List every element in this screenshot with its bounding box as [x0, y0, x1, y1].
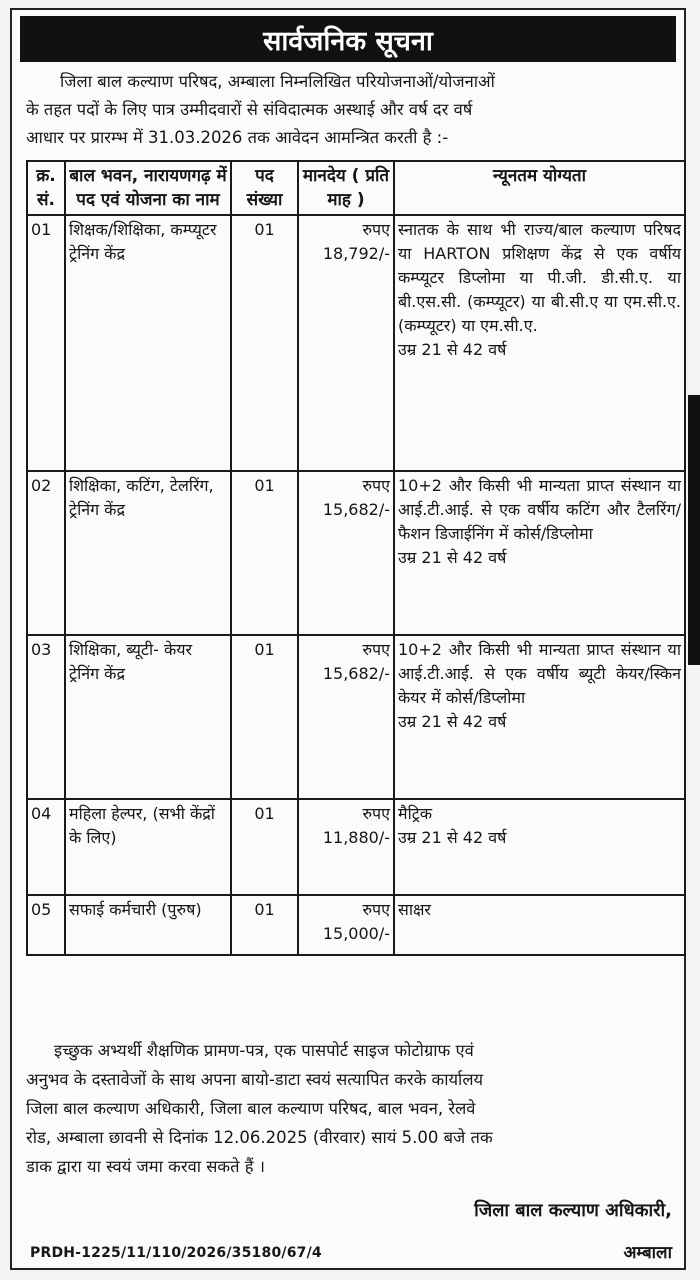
instructions-paragraph: [26, 1036, 684, 1181]
notice-page: [10, 8, 686, 1270]
row-qualification: [394, 635, 685, 799]
row-serial: 04: [27, 799, 65, 895]
header-post: बाल भवन, नारायणगढ़ में पद एवं योजना का नाम: [65, 161, 231, 215]
table-row: [27, 471, 685, 635]
row-count: 01: [231, 635, 298, 799]
qualification-text: 10+2 और किसी भी मान्यता प्राप्त संस्थान या आई.टी.आई. से एक वर्षीय कटिंग और टैलरिंग/फैशन डिजाईनिंग में कोर्स/डिप्लोमा: [398, 476, 681, 543]
signature-designation: जिला बाल कल्याण अधिकारी,: [474, 1200, 672, 1221]
intro-line: जिला बाल कल्याण परिषद, अम्बाला निम्नलिखित परियोजनाओं/योजनाओं: [60, 72, 495, 91]
qualification-text: 10+2 और किसी भी मान्यता प्राप्त संस्थान या आई.टी.आई. से एक वर्षीय ब्यूटी केयर/स्किन केयर में कोर्स/डिप्लोमा: [398, 640, 681, 707]
row-post: शिक्षक/शिक्षिका, कम्प्यूटर ट्रेनिंग केंद्र: [65, 215, 231, 471]
row-serial: 02: [27, 471, 65, 635]
row-qualification: [394, 895, 685, 955]
intro-line: के तहत पदों के लिए पात्र उम्मीदवारों से संविदात्मक अस्थाई और वर्ष दर वर्ष: [26, 100, 473, 119]
row-qualification: [394, 215, 685, 471]
age-limit: उम्र 21 से 42 वर्ष: [398, 712, 507, 731]
instructions-line: अनुभव के दस्तावेजों के साथ अपना बायो-डाटा स्वयं सत्यापित करके कार्यालय: [26, 1070, 484, 1089]
table-row: [27, 799, 685, 895]
row-qualification: [394, 471, 685, 635]
row-count: 01: [231, 215, 298, 471]
row-post: महिला हेल्पर, (सभी केंद्रों के लिए): [65, 799, 231, 895]
row-count: 01: [231, 471, 298, 635]
row-pay: रुपए 11,880/-: [298, 799, 394, 895]
instructions-line: इच्छुक अभ्यर्थी शैक्षणिक प्रामण-पत्र, एक पासपोर्ट साइज फोटोग्राफ एवं: [54, 1041, 474, 1060]
edge-border-mark: [688, 395, 700, 665]
age-limit: उम्र 21 से 42 वर्ष: [398, 340, 507, 359]
notice-title: सार्वजनिक सूचना: [20, 16, 676, 62]
intro-line: आधार पर प्रारम्भ में 31.03.2026 तक आवेदन आमन्त्रित करती है :-: [26, 128, 449, 147]
header-qualification: न्यूनतम योग्यता: [394, 161, 685, 215]
table-row: [27, 895, 685, 955]
posts-table: [26, 160, 686, 956]
age-limit: उम्र 21 से 42 वर्ष: [398, 828, 507, 847]
row-pay: रुपए 15,000/-: [298, 895, 394, 955]
header-count: पद संख्या: [231, 161, 298, 215]
row-serial: 03: [27, 635, 65, 799]
row-pay: रुपए 18,792/-: [298, 215, 394, 471]
row-post: सफाई कर्मचारी (पुरुष): [65, 895, 231, 955]
row-pay: रुपए 15,682/-: [298, 635, 394, 799]
qualification-text: मैट्रिक: [398, 804, 433, 823]
intro-paragraph: [26, 68, 676, 152]
qualification-text: स्नातक के साथ भी राज्य/बाल कल्याण परिषद या HARTON प्रशिक्षण केंद्र से एक वर्षीय कम्प्यूटर डिप्लोमा या पी.जी. डी.सी.ए. या बी.एस.सी. (कम्प्यूटर) या बी.सी.ए या एम.सी.ए. (कम्प्यूटर) या एम.सी.ए.: [398, 220, 681, 335]
header-serial: क्र. सं.: [27, 161, 65, 215]
row-serial: 01: [27, 215, 65, 471]
table-row: [27, 215, 685, 471]
instructions-line: डाक द्वारा या स्वयं जमा करवा सकते हैं ।: [26, 1157, 266, 1176]
table-row: [27, 635, 685, 799]
row-serial: 05: [27, 895, 65, 955]
row-count: 01: [231, 895, 298, 955]
table-header-row: [27, 161, 685, 215]
signature-place: अम्बाला: [623, 1243, 672, 1263]
row-post: शिक्षिका, ब्यूटी- केयर ट्रेनिंग केंद्र: [65, 635, 231, 799]
row-qualification: [394, 799, 685, 895]
qualification-text: साक्षर: [398, 900, 431, 919]
reference-number: PRDH-1225/11/110/2026/35180/67/4: [30, 1245, 322, 1261]
row-count: 01: [231, 799, 298, 895]
age-limit: उम्र 21 से 42 वर्ष: [398, 548, 507, 567]
row-pay: रुपए 15,682/-: [298, 471, 394, 635]
instructions-line: रोड, अम्बाला छावनी से दिनांक 12.06.2025 (वीरवार) सायं 5.00 बजे तक: [26, 1128, 493, 1147]
row-post: शिक्षिका, कटिंग, टेलरिंग, ट्रेनिंग केंद्र: [65, 471, 231, 635]
instructions-line: जिला बाल कल्याण अधिकारी, जिला बाल कल्याण परिषद, बाल भवन, रेलवे: [26, 1099, 476, 1118]
header-pay: मानदेय ( प्रति माह ): [298, 161, 394, 215]
